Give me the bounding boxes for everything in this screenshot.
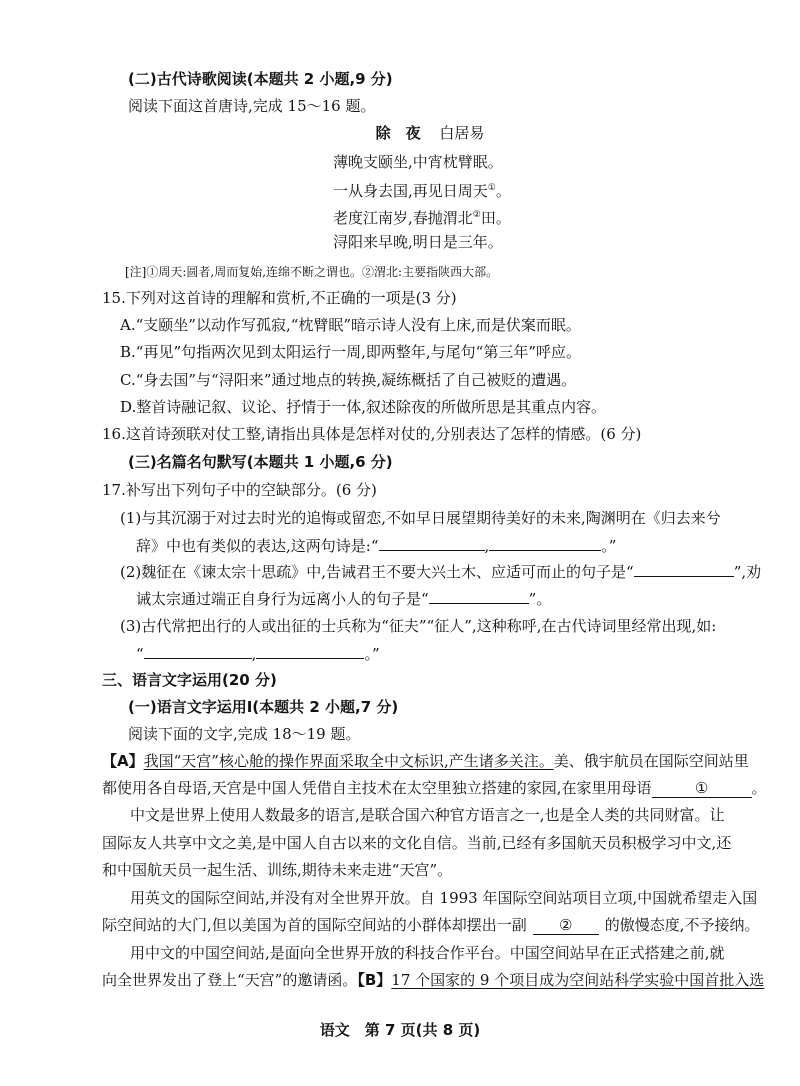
q17-item1-line1: (1)与其沉溺于对过去时光的追悔或留恋,不如早日展望期待美好的未来,陶渊明在《归去来兮 bbox=[120, 509, 721, 527]
passage-p1-line2: 都使用各自母语,天宫是中国人凭借自主技术在太空里独立搭建的家园,在家里用母语 ① 。 bbox=[102, 779, 767, 797]
poetry-intro: 阅读下面这首唐诗,完成 15～16 题。 bbox=[128, 97, 376, 115]
answer-blank[interactable] bbox=[144, 644, 252, 659]
poem-title-line bbox=[0, 123, 800, 143]
language-use-subheading: (一)语言文字运用Ⅰ(本题共 2 小题,7 分) bbox=[128, 698, 399, 716]
marker-b: 【B】 bbox=[357, 971, 392, 989]
poem-line-3: 老度江南岁,春抛渭北②田。 bbox=[333, 209, 511, 227]
passage-p1-line1: 【A】我国“天宫”核心舱的操作界面采取全中文标识,产生诸多关注。美、俄宇航员在国际空间站里 bbox=[102, 752, 749, 770]
passage-p4-line1: 用中文的中国空间站,是面向全世界开放的科技合作平台。中国空间站早在正式搭建之前,就 bbox=[130, 944, 725, 962]
q17-item3-line1: (3)古代常把出行的人或出征的士兵称为“征夫”“征人”,这种称呼,在古代诗词里经常出现,如: bbox=[120, 617, 717, 635]
dictation-section-heading: (三)名篇名句默写(本题共 1 小题,6 分) bbox=[128, 453, 393, 471]
blank-2[interactable]: ② bbox=[533, 916, 599, 935]
answer-blank[interactable] bbox=[429, 589, 529, 604]
poem-line-1: 薄晚支颐坐,中宵枕臂眠。 bbox=[333, 153, 503, 171]
passage-p3-line2: 际空间站的大门,但以美国为首的国际空间站的小群体却摆出一副 ② 的傲慢态度,不予接纳。 bbox=[102, 916, 760, 934]
poem-line-2: 一从身去国,再见日周天①。 bbox=[333, 182, 511, 200]
answer-blank[interactable] bbox=[379, 536, 485, 551]
footnote-mark-1: ① bbox=[487, 183, 496, 193]
passage-p2-line2: 国际友人共享中文之美,是中国人自古以来的文化自信。当前,已经有多国航天员积极学习中文,还 bbox=[102, 834, 732, 852]
q17-item2-line2: 诫太宗通过端正自身行为远离小人的句子是“ ”。 bbox=[136, 590, 552, 608]
footnote-mark-2: ② bbox=[472, 210, 481, 220]
passage-p2-line1: 中文是世界上使用人数最多的语言,是联合国六种官方语言之一,也是全人类的共同财富。让 bbox=[130, 806, 725, 824]
passage-p3-line1: 用英文的国际空间站,并没有对全世界开放。自 1993 年国际空间站项目立项,中国就希望走入国 bbox=[130, 889, 758, 907]
answer-blank[interactable] bbox=[256, 644, 364, 659]
poem-line-4: 浔阳来早晚,明日是三年。 bbox=[333, 233, 503, 251]
language-use-intro: 阅读下面的文字,完成 18～19 题。 bbox=[128, 725, 361, 743]
q15-option-b: B.“再见”句指两次见到太阳运行一周,即两整年,与尾句“第三年”呼应。 bbox=[120, 343, 582, 361]
q17-item2-line1: (2)魏征在《谏太宗十思疏》中,告诫君王不要大兴土木、应适可而止的句子是“ ”,劝 bbox=[120, 563, 762, 581]
q15-option-c: C.“身去国”与“浔阳来”通过地点的转换,凝练概括了自己被贬的遭遇。 bbox=[120, 371, 577, 389]
q15-stem: 15.下列对这首诗的理解和赏析,不正确的一项是(3 分) bbox=[102, 289, 457, 307]
q17-item1-line2: 辞》中也有类似的表达,这两句诗是:“ , 。” bbox=[136, 537, 617, 555]
q17-stem: 17.补写出下列句子中的空缺部分。(6 分) bbox=[102, 481, 377, 499]
marker-a: 【A】 bbox=[102, 752, 144, 770]
q16-stem: 16.这首诗颈联对仗工整,请指出具体是怎样对仗的,分别表达了怎样的情感。(6 分) bbox=[102, 425, 642, 443]
passage-p2-line3: 和中国航天员一起生活、训练,期待未来走进“天宫”。 bbox=[102, 861, 453, 879]
part3-heading: 三、语言文字运用(20 分) bbox=[102, 671, 277, 689]
q15-option-d: D.整首诗融记叙、议论、抒情于一体,叙述除夜的所做所思是其重点内容。 bbox=[120, 398, 607, 416]
page-footer: 语文 第 7 页(共 8 页) bbox=[319, 1021, 481, 1039]
q17-item3-line2: “ , 。” bbox=[136, 645, 380, 663]
poetry-section-heading: (二)古代诗歌阅读(本题共 2 小题,9 分) bbox=[128, 70, 393, 88]
answer-blank[interactable] bbox=[634, 562, 734, 577]
poem-title: 除 夜 bbox=[375, 124, 421, 142]
blank-1[interactable]: ① bbox=[652, 779, 752, 798]
answer-blank[interactable] bbox=[489, 536, 601, 551]
q15-option-a: A.“支颐坐”以动作写孤寂,“枕臂眠”暗示诗人没有上床,而是伏案而眠。 bbox=[120, 316, 581, 334]
poem-note: [注]①周天:圆者,周而复始,连绵不断之谓也。②渭北:主要指陕西大部。 bbox=[125, 265, 499, 279]
passage-p4-line2: 向全世界发出了登上“天宫”的邀请函。【B】17 个国家的 9 个项目成为空间站科学实验中国首批入选 bbox=[102, 971, 765, 989]
poem-author: 白居易 bbox=[439, 124, 485, 142]
